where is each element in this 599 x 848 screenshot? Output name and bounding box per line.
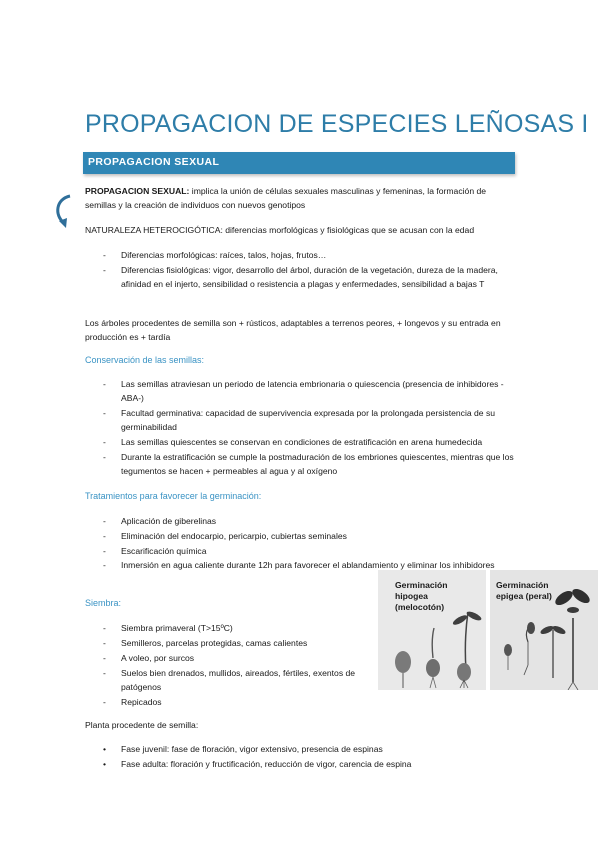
section-header (83, 152, 515, 174)
planta-heading: Planta procedente de semilla: (85, 720, 199, 730)
germination-figure (378, 570, 598, 690)
page-title: PROPAGACION DE ESPECIES LEÑOSAS I (85, 110, 589, 138)
section-title: PROPAGACION SEXUAL (88, 156, 220, 168)
intro-term: PROPAGACION SEXUAL: (85, 186, 190, 196)
intro-paragraph (85, 184, 515, 212)
curved-arrow-icon (52, 193, 74, 231)
figure-right-label: Germinación epigea (peral) (496, 580, 552, 601)
siembra-heading: Siembra: (85, 598, 122, 608)
heterocigotica-text: NATURALEZA HETEROCIGÓTICA: diferencias morfológicas y fisiológicas que se acusan con la edad (85, 225, 475, 235)
intro-text: implica la unión de células sexuales masculinas y femeninas, la formación de semillas y la creación de individuos con nuevos genotipos (85, 186, 487, 210)
figure-left-label: Germinación hipogea (melocotón) (395, 580, 448, 612)
document-page: PROPAGACION DE ESPECIES LEÑOSAS I PROPAGACION SEXUAL PROPAGACION SEXUAL: implica la unión de células sexuales masculinas y femeninas, la formación de semillas y la creación de individuos con nuevos genotipos NATURALEZA HETEROCIGÓTICA: diferencias morfológicas y fisiológicas que se acusan con la edad - Diferencias morfológicas: raíces, talos, hojas, frutos… - Diferencias fisiológicas: vigor, desarrollo del árbol, duración de la vegetación, dureza de la madera, afinidad en el injerto, sensibilidad o resistencia a plagas y enfermedades, sensibilidad a bajas T Los árboles procedentes de semilla son + rústicos, adaptables a terrenos peores, + longevos y su entrada en producción es + tardía Conservación de las semillas: - Las semillas atraviesan un periodo de latencia embrionaria o quiescencia (presencia de inhibidores -ABA-) - Facultad germinativa: capacidad de supervivencia expresada por la prolongada persistencia de su germinabilidad - Las semillas quiescentes se conservan en condiciones de estratificación en arena humedecida - Durante la estratificación se cumple la postmaduración de los embriones quiescentes, mientras que los tegumentos se hacen + permeables al agua y al oxígeno Tratamientos para favorecer la germinación: - Aplicación de giberelinas - Eliminación del endocarpio, pericarpio, cubiertas seminales - Escarificación química - Inmersión en agua caliente durante 12h para favorecer el ablandamiento y eliminar los inhibidores Siembra: - Siembra primaveral (T>15ºC) - Semilleros, parcelas protegidas, camas calientes - A voleo, por surcos - Suelos bien drenados, mullidos, aireados, fértiles, exentos de patógenos - Repicados Planta procedente de semilla: • Fase juvenil: fase de floración, vigor extensivo, presencia de espinas • Fase adulta: floración y fructificación, reducción de vigor, carencia de espina Germinación hipogea (melocotón) Germinación epigea (peral) (0, 0, 599, 848)
conservacion-heading: Conservación de las semillas: (85, 355, 205, 365)
arboles-paragraph: Los árboles procedentes de semilla son + rústicos, adaptables a terrenos peores, + longevos y su entrada en producción es + tardía (85, 318, 501, 342)
tratamientos-heading: Tratamientos para favorecer la germinación: (85, 491, 262, 501)
